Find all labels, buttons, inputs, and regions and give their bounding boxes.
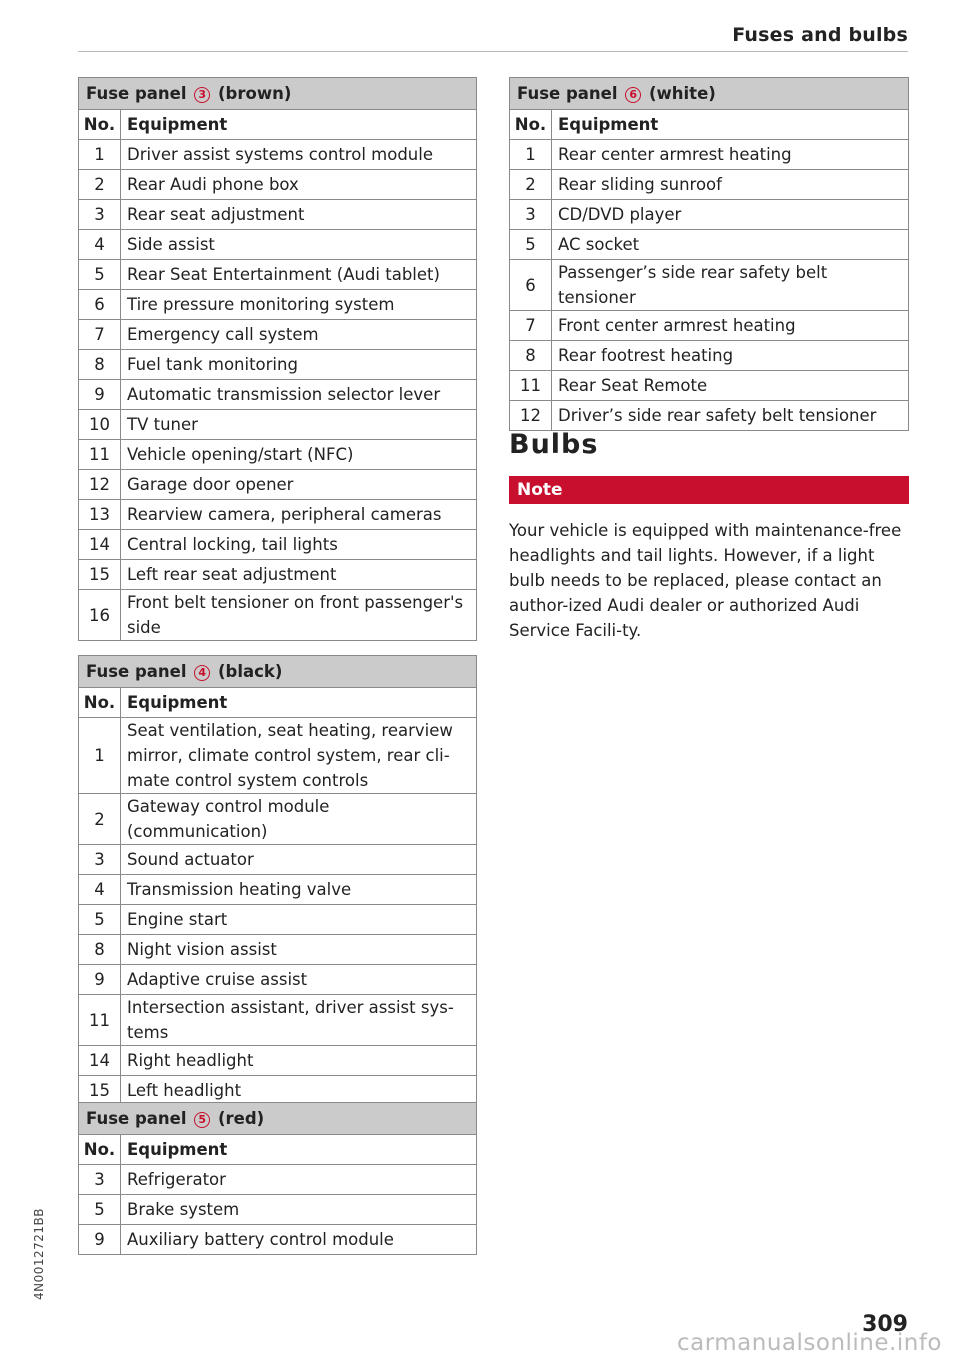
fuse-number: 14 — [79, 530, 121, 560]
fuse-equipment: Transmission heating valve — [121, 875, 477, 905]
fuse-number: 7 — [79, 320, 121, 350]
table-row — [510, 230, 909, 260]
fuse-number: 14 — [79, 1046, 121, 1076]
fuse-number: 15 — [79, 560, 121, 590]
page-number: 309 — [862, 1312, 908, 1337]
fuse-equipment: AC socket — [552, 230, 909, 260]
fuse-equipment: Brake system — [121, 1195, 477, 1225]
fuse-panel-white-table — [509, 77, 909, 431]
fuse-equipment: Central locking, tail lights — [121, 530, 477, 560]
fuse-number: 2 — [79, 794, 121, 845]
fuse-number: 13 — [79, 500, 121, 530]
fuse-equipment: Rear Audi phone box — [121, 170, 477, 200]
fuse-number: 10 — [79, 410, 121, 440]
fuse-number: 2 — [79, 170, 121, 200]
fuse-panel-color-label: (red) — [218, 1109, 265, 1128]
column-header-equipment: Equipment — [121, 1135, 477, 1165]
watermark-text: carmanualsonline.info — [676, 1330, 942, 1356]
fuse-equipment: Front center armrest heating — [552, 311, 909, 341]
fuse-number: 5 — [79, 905, 121, 935]
table-row — [79, 1076, 477, 1106]
fuse-equipment: Left rear seat adjustment — [121, 560, 477, 590]
fuse-equipment: Rear footrest heating — [552, 341, 909, 371]
panel-number-icon: 4 — [194, 665, 210, 681]
fuse-panel-color-label: (white) — [649, 84, 716, 103]
fuse-panel-title — [79, 1103, 477, 1135]
fuse-number: 15 — [79, 1076, 121, 1106]
fuse-equipment: Automatic transmission selector lever — [121, 380, 477, 410]
table-row — [79, 350, 477, 380]
fuse-number: 5 — [79, 260, 121, 290]
fuse-number: 5 — [79, 1195, 121, 1225]
fuse-number: 3 — [79, 200, 121, 230]
fuse-number: 12 — [510, 401, 552, 431]
fuse-number: 4 — [79, 875, 121, 905]
fuse-equipment: Engine start — [121, 905, 477, 935]
column-header-no: No. — [79, 110, 121, 140]
panel-number-icon: 3 — [194, 87, 210, 103]
fuse-number: 1 — [79, 140, 121, 170]
fuse-number: 3 — [79, 1165, 121, 1195]
fuse-panel-title-prefix: Fuse panel — [86, 84, 187, 103]
table-row — [510, 260, 909, 311]
table-row — [79, 440, 477, 470]
column-header-no: No. — [79, 688, 121, 718]
table-row — [79, 410, 477, 440]
note-label: Note — [509, 476, 909, 504]
table-row — [79, 380, 477, 410]
fuse-equipment: Rear center armrest heating — [552, 140, 909, 170]
fuse-equipment: Rear Seat Remote — [552, 371, 909, 401]
fuse-number: 11 — [79, 995, 121, 1046]
table-row — [79, 230, 477, 260]
table-row — [510, 140, 909, 170]
table-row — [79, 965, 477, 995]
column-header-equipment: Equipment — [121, 110, 477, 140]
table-row — [79, 1165, 477, 1195]
table-row — [79, 170, 477, 200]
note-text: Your vehicle is equipped with maintenance-free headlights and tail lights. However, if a light bulb needs to be replaced, please contact an author-ized Audi dealer or authorized Audi Service Facili-ty. — [509, 521, 902, 640]
fuse-equipment: Rear Seat Entertainment (Audi tablet) — [121, 260, 477, 290]
fuse-equipment: TV tuner — [121, 410, 477, 440]
table-row — [79, 530, 477, 560]
fuse-equipment: Rear seat adjustment — [121, 200, 477, 230]
table-row — [79, 1046, 477, 1076]
fuse-number: 8 — [510, 341, 552, 371]
fuse-number: 9 — [79, 1225, 121, 1255]
table-row — [79, 905, 477, 935]
fuse-equipment: Tire pressure monitoring system — [121, 290, 477, 320]
column-header-no: No. — [510, 110, 552, 140]
fuse-equipment: Night vision assist — [121, 935, 477, 965]
fuse-equipment: Driver assist systems control module — [121, 140, 477, 170]
table-row — [79, 260, 477, 290]
fuse-equipment: Left headlight — [121, 1076, 477, 1106]
fuse-panel-title-prefix: Fuse panel — [86, 1109, 187, 1128]
fuse-equipment: Passenger’s side rear safety belt tensioner — [552, 260, 909, 311]
fuse-equipment: Driver’s side rear safety belt tensioner — [552, 401, 909, 431]
fuse-number: 16 — [79, 590, 121, 641]
fuse-equipment: Intersection assistant, driver assist sys-tems — [121, 995, 477, 1046]
fuse-equipment: Refrigerator — [121, 1165, 477, 1195]
fuse-equipment: Rear sliding sunroof — [552, 170, 909, 200]
column-header-equipment: Equipment — [121, 688, 477, 718]
table-row — [79, 845, 477, 875]
page-section-title: Fuses and bulbs — [732, 24, 908, 46]
fuse-number: 5 — [510, 230, 552, 260]
table-row — [510, 401, 909, 431]
table-row — [510, 311, 909, 341]
table-row — [79, 320, 477, 350]
fuse-number: 11 — [79, 440, 121, 470]
fuse-number: 8 — [79, 935, 121, 965]
fuse-equipment: Gateway control module (communication) — [121, 794, 477, 845]
fuse-equipment: Emergency call system — [121, 320, 477, 350]
table-row — [79, 935, 477, 965]
fuse-panel-red-table — [78, 1102, 477, 1255]
table-row — [79, 794, 477, 845]
fuse-equipment: Adaptive cruise assist — [121, 965, 477, 995]
document-code: 4N0012721BB — [32, 1207, 46, 1300]
table-row — [510, 371, 909, 401]
fuse-panel-title — [79, 656, 477, 688]
fuse-equipment: CD/DVD player — [552, 200, 909, 230]
column-header-no: No. — [79, 1135, 121, 1165]
fuse-panel-color-label: (brown) — [218, 84, 292, 103]
fuse-number: 11 — [510, 371, 552, 401]
table-row — [510, 200, 909, 230]
fuse-panel-title — [79, 78, 477, 110]
fuse-equipment: Garage door opener — [121, 470, 477, 500]
fuse-panel-black-table — [78, 655, 477, 1106]
fuse-number: 12 — [79, 470, 121, 500]
table-row — [79, 290, 477, 320]
bulbs-heading: Bulbs — [509, 429, 599, 460]
fuse-equipment: Right headlight — [121, 1046, 477, 1076]
table-row — [79, 470, 477, 500]
table-row — [79, 1225, 477, 1255]
fuse-number: 3 — [79, 845, 121, 875]
fuse-equipment: Rearview camera, peripheral cameras — [121, 500, 477, 530]
fuse-equipment: Front belt tensioner on front passenger's side — [121, 590, 477, 641]
header-divider — [78, 51, 908, 52]
table-row — [79, 200, 477, 230]
table-row — [79, 1195, 477, 1225]
table-row — [79, 560, 477, 590]
table-row — [79, 590, 477, 641]
fuse-equipment: Sound actuator — [121, 845, 477, 875]
fuse-equipment: Auxiliary battery control module — [121, 1225, 477, 1255]
fuse-number: 2 — [510, 170, 552, 200]
fuse-number: 3 — [510, 200, 552, 230]
fuse-equipment: Side assist — [121, 230, 477, 260]
fuse-number: 6 — [510, 260, 552, 311]
column-header-equipment: Equipment — [552, 110, 909, 140]
fuse-panel-color-label: (black) — [218, 662, 283, 681]
table-row — [510, 170, 909, 200]
table-row — [79, 995, 477, 1046]
fuse-equipment: Vehicle opening/start (NFC) — [121, 440, 477, 470]
fuse-panel-title-prefix: Fuse panel — [517, 84, 618, 103]
fuse-number: 7 — [510, 311, 552, 341]
fuse-number: 1 — [510, 140, 552, 170]
fuse-panel-brown-table — [78, 77, 477, 641]
fuse-equipment: Fuel tank monitoring — [121, 350, 477, 380]
panel-number-icon: 6 — [625, 87, 641, 103]
fuse-panel-title — [510, 78, 909, 110]
fuse-equipment: Seat ventilation, seat heating, rearview mirror, climate control system, rear cli-mate control system controls — [121, 718, 477, 794]
table-row — [79, 140, 477, 170]
fuse-number: 4 — [79, 230, 121, 260]
table-row — [510, 341, 909, 371]
fuse-number: 6 — [79, 290, 121, 320]
table-row — [79, 875, 477, 905]
table-row — [79, 718, 477, 794]
table-row — [79, 500, 477, 530]
fuse-number: 9 — [79, 965, 121, 995]
fuse-number: 9 — [79, 380, 121, 410]
fuse-number: 8 — [79, 350, 121, 380]
fuse-panel-title-prefix: Fuse panel — [86, 662, 187, 681]
fuse-number: 1 — [79, 718, 121, 794]
panel-number-icon: 5 — [194, 1112, 210, 1128]
